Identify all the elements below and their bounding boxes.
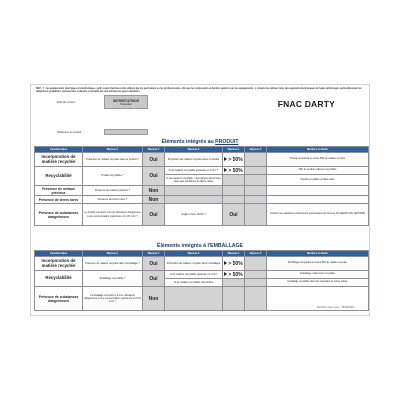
answer-cell: Oui xyxy=(143,153,165,167)
remark-cell xyxy=(267,196,369,204)
header-cell: Mentions et détails xyxy=(267,251,369,257)
produit-table xyxy=(34,146,369,226)
section-title-prefix: Éléments intégrés au xyxy=(161,139,216,145)
header-cell: Réponse 4 xyxy=(223,251,245,257)
question-cell: Produit recyclable ? xyxy=(83,167,143,186)
category-cell: Présence de substances dangereuses xyxy=(35,204,83,226)
percent-cell xyxy=(223,167,245,175)
header-cell: Réponse 4 xyxy=(223,147,245,153)
question-cell: S'agit-il d'une SVHC ? xyxy=(165,204,223,226)
category-cell: Recyclabilité xyxy=(35,167,83,186)
empty-cell xyxy=(245,271,267,279)
empty-cell xyxy=(245,257,267,271)
empty-cell xyxy=(245,287,267,311)
percent-value: > 50% xyxy=(228,167,243,174)
empty-cell xyxy=(223,186,245,196)
answer-cell: Non xyxy=(143,186,165,196)
percent-value: > 50% xyxy=(228,271,243,278)
question-cell: Présence de terres rares ? xyxy=(83,196,143,204)
declaration-sheet xyxy=(30,84,370,316)
empty-cell xyxy=(245,196,267,204)
category-cell: Présence de substances dangereuses xyxy=(35,287,83,311)
question-cell: Présence de métaux précieux ? xyxy=(83,186,143,196)
header-cell: Réponse 2 xyxy=(143,147,165,153)
header-cell: Réponse 3 xyxy=(165,251,223,257)
empty-cell xyxy=(223,196,245,204)
answer-cell: Oui xyxy=(223,204,245,226)
header-cell: Réponse 2 xyxy=(143,251,165,257)
empty-cell xyxy=(245,186,267,196)
table-row xyxy=(35,204,369,226)
empty-cell xyxy=(165,196,223,204)
table-row xyxy=(35,257,369,271)
answer-cell: Oui xyxy=(143,271,165,287)
section-title-produit xyxy=(31,139,369,145)
remark-cell: Produit recyclable en filière réelle xyxy=(267,175,369,186)
empty-cell xyxy=(165,186,223,196)
arrow-right-icon xyxy=(224,272,227,276)
ean-subtext: Prétendant xyxy=(120,103,132,106)
emballage-table xyxy=(34,250,369,311)
empty-cell xyxy=(223,279,245,287)
question-cell: % de matière recyclable démontrée xyxy=(165,279,223,287)
empty-cell xyxy=(165,287,223,311)
category-cell: Présence de terres rares xyxy=(35,196,83,204)
header-cell: Réponse 5 xyxy=(245,147,267,153)
reference-label: Référence du produit : xyxy=(57,131,83,134)
answer-cell: Non xyxy=(143,196,165,204)
section-title-emphasis: PRODUIT xyxy=(215,139,239,145)
ean-field xyxy=(104,95,148,109)
remark-cell: Contient une substance extrêmement préoccupante de l'Annexe XIV REACH (CE 1907/2006) xyxy=(267,204,369,226)
percent-cell xyxy=(223,153,245,167)
header-cell: Mentions et détails xyxy=(267,147,369,153)
section-title-emballage: Éléments intégrés à l'EMBALLAGE xyxy=(157,243,243,249)
header-cell: Réponse 1 xyxy=(83,251,143,257)
question-cell: L'emballage comporte-t-il une substance dangereuse à une concentration supérieure à 0,1% m/m ? xyxy=(83,287,143,311)
ean-label: EAN du produit : xyxy=(57,101,77,104)
question-cell: Proportion de matière recyclée dans l'emballage xyxy=(165,257,223,271)
answer-cell: Oui xyxy=(143,204,165,226)
table-row xyxy=(35,167,369,175)
last-update-note: Dernière mise à jour : 22/03/2023 xyxy=(316,306,354,309)
empty-cell xyxy=(245,175,267,186)
question-cell: % de matière recyclable générale en m³/m³ ? xyxy=(165,167,223,175)
question-cell: Proportion de matière recyclée dans le produit xyxy=(165,153,223,167)
percent-value: > 50% xyxy=(228,156,243,163)
empty-cell xyxy=(223,175,245,186)
answer-cell: Oui xyxy=(143,167,165,186)
brand-logo: FNAC DARTY xyxy=(277,99,335,109)
empty-cell xyxy=(245,204,267,226)
remark-cell: Emballage comportant au moins 50% de matière recyclée xyxy=(267,257,369,271)
empty-cell xyxy=(245,153,267,167)
remark-cell: Produit comportant au moins 50% de matière recyclée xyxy=(267,153,369,167)
header-cell: Caractéristique xyxy=(35,251,83,257)
percent-cell xyxy=(223,257,245,271)
ean-value: 5070007479315 xyxy=(113,99,139,103)
reference-field xyxy=(104,129,148,135)
empty-cell xyxy=(245,167,267,175)
empty-cell xyxy=(223,287,245,311)
question-cell: Présence de matière recyclée dans le produit ? xyxy=(83,153,143,167)
question-cell: Présence de matière recyclée dans l'emballage ? xyxy=(83,257,143,271)
percent-value: > 50% xyxy=(228,260,243,267)
header-cell: Réponse 5 xyxy=(245,251,267,257)
arrow-right-icon xyxy=(224,157,227,161)
regulatory-disclaimer: REP - Y : les équipements électriques et électroniques, qu'ils soient destinés à être utilisés par les particuliers ou les professionnels, afin que les composants et déchets générés par ces équipements, y compris les métaux rares des appareils électroniques de haute technologie, particulièrement les téléphones et tablettes, puissent être collectés et retraités par des entreprises après utilisation xyxy=(36,88,362,93)
category-cell: Recyclabilité xyxy=(35,271,83,287)
empty-cell xyxy=(245,279,267,287)
remark-cell: Emballage entièrement recyclable xyxy=(267,271,369,279)
question-cell: % de matière recyclable / réemployée démontrée dans des conditions de filière réelle xyxy=(165,175,223,186)
category-cell: Présence de métaux précieux xyxy=(35,186,83,196)
question-cell: % de matière recyclable générale en m³/m³ xyxy=(165,271,223,279)
category-cell: Incorporation de matière recyclée xyxy=(35,257,83,271)
table-row xyxy=(35,186,369,196)
question-cell: Emballage recyclable ? xyxy=(83,271,143,287)
remark-cell: Emballage recyclable dans des matériaux de même nature xyxy=(267,279,369,287)
category-cell: Incorporation de matière recyclée xyxy=(35,153,83,167)
answer-cell: Oui xyxy=(143,257,165,271)
table-row xyxy=(35,271,369,279)
remark-cell: 50% du produit réellement recyclable xyxy=(267,167,369,175)
percent-cell xyxy=(223,271,245,279)
arrow-right-icon xyxy=(224,261,227,265)
remark-cell xyxy=(267,186,369,196)
answer-cell: Non xyxy=(143,287,165,311)
arrow-right-icon xyxy=(224,168,227,172)
table-row xyxy=(35,196,369,204)
header-cell: Caractéristique xyxy=(35,147,83,153)
header-cell: Réponse 1 xyxy=(83,147,143,153)
table-row xyxy=(35,153,369,167)
question-cell: Le produit comporte-t-il une substance dangereuse à une concentration supérieure à 0,1% m/m ? xyxy=(83,204,143,226)
header-cell: Réponse 3 xyxy=(165,147,223,153)
